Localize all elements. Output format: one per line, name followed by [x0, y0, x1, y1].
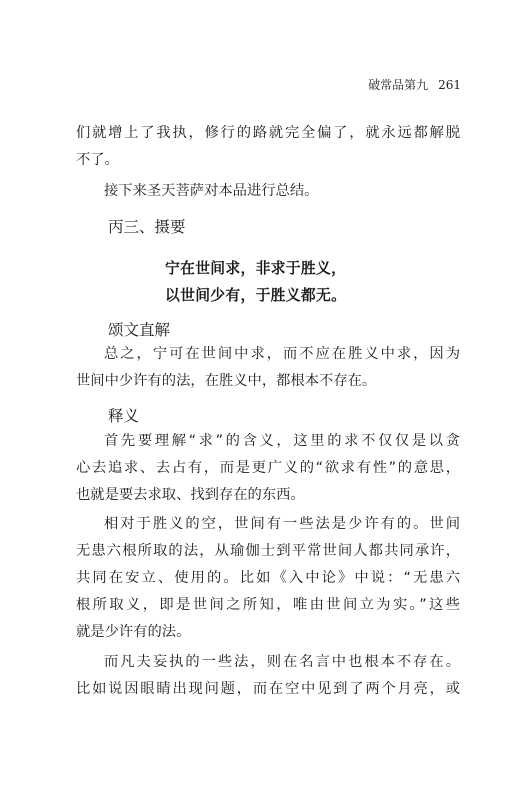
- body-line: 无患六根所取的法，从瑜伽士到平常世间人都共同承许，: [76, 543, 460, 559]
- body-line: 而凡夫妄执的一些法，则在名言中也根本不存在。: [104, 654, 460, 670]
- body-line: 心去追求、去占有，而是更广义的“欲求有性”的意思，: [76, 460, 460, 476]
- section-heading: 丙三、摄要: [108, 218, 186, 236]
- running-head: [368, 76, 461, 93]
- body-line: 比如说因眼睛出现问题，而在空中见到了两个月亮，或: [76, 681, 460, 697]
- heading-verse-explanation: 颂文直解: [108, 321, 171, 339]
- body-line: 接下来圣天菩萨对本品进行总结。: [104, 183, 319, 199]
- body-line: 总之，宁可在世间中求，而不应在胜义中求，因为: [104, 346, 460, 362]
- body-line: 根所取义，即是世间之所知，唯由世间立为实。”这些: [76, 597, 460, 613]
- body-line: 世间中少许有的法，在胜义中，都根本不存在。: [76, 373, 377, 389]
- body-line: 共同在安立、使用的。比如《入中论》中说：“无患六: [76, 570, 460, 586]
- body-line: 们就增上了我执，修行的路就完全偏了，就永远都解脱: [76, 125, 460, 141]
- body-line: 首先要理解“求”的含义，这里的求不仅仅是以贪: [104, 433, 460, 449]
- verse-line: 以世间少有，于胜义都无。: [165, 287, 347, 304]
- verse-line: 宁在世间求，非求于胜义，: [165, 260, 347, 277]
- heading-meaning: 释义: [108, 407, 140, 425]
- body-line: 也就是要去求取、找到存在的东西。: [76, 487, 305, 503]
- body-line: 相对于胜义的空，世间有一些法是少许有的。世间: [104, 516, 460, 532]
- page-number: 261: [438, 78, 461, 92]
- chapter-title: 破常品第九: [368, 78, 429, 92]
- body-line: 就是少许有的法。: [76, 624, 191, 640]
- body-line: 不了。: [76, 152, 119, 168]
